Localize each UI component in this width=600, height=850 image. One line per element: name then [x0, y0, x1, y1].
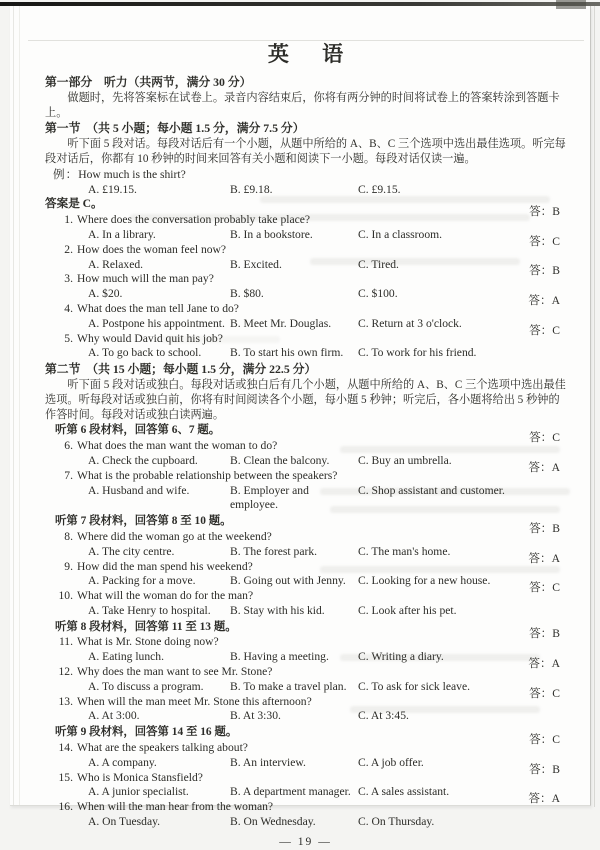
answer-badge — [529, 763, 560, 778]
section1-header: 第一节 （共 5 小题；每小题 1.5 分，满分 7.5 分） — [45, 121, 305, 136]
answer-label: 答： — [528, 551, 552, 565]
options-row — [88, 317, 566, 332]
question-number: 5. — [64, 331, 73, 345]
exam-paper-sheet — [10, 6, 591, 848]
option-c: C. A sales assistant. — [358, 785, 450, 799]
question-text: What is Mr. Stone doing now? — [77, 635, 219, 649]
question-number: 14. — [58, 741, 73, 755]
option-b: B. Clean the balcony. — [230, 453, 330, 467]
question-block — [45, 205, 566, 243]
option-c: C. To ask for sick leave. — [358, 679, 470, 693]
option-a: A. A junior specialist. — [88, 785, 189, 799]
option-c: C. Shop assistant and customer. — [358, 483, 505, 497]
options-row — [88, 346, 566, 361]
page-content — [10, 6, 590, 848]
options-row — [88, 604, 566, 619]
question-line — [53, 695, 566, 710]
options-row — [88, 709, 566, 724]
material-header: 听第 8 段材料，回答第 11 至 13 题。 — [55, 620, 237, 633]
part1-instruction: 做题时，先将答案标在试卷上。录音内容结束后，你将有两分钟的时间将试卷上的答案转涂到答题卡上。 — [45, 91, 560, 119]
listening-items — [45, 205, 566, 830]
question-text: When will the man meet Mr. Stone this afternoon? — [77, 694, 312, 708]
options-row — [88, 815, 566, 830]
question-text: What does the man want the woman to do? — [77, 439, 278, 453]
material-header: 听第 7 段材料，回答第 8 至 10 题。 — [55, 515, 232, 528]
option-a: A. The city centre. — [88, 544, 175, 558]
answer-letter: A — [551, 460, 560, 474]
question-text: What does the man tell Jane to do? — [77, 301, 239, 315]
options-row — [88, 756, 566, 771]
question-number: 10. — [58, 589, 73, 603]
question-block — [45, 627, 566, 665]
question-text: How does the woman feel now? — [77, 242, 227, 256]
answer-label: 答： — [528, 657, 552, 671]
answer-letter: C — [552, 733, 560, 747]
option-a: A. Check the cupboard. — [88, 453, 198, 467]
option-c: C. Tired. — [358, 257, 399, 271]
answer-letter: A — [551, 551, 560, 565]
options-row — [88, 484, 566, 514]
answer-label: 答： — [529, 581, 553, 595]
answer-badge — [529, 235, 560, 250]
option-a: A. Relaxed. — [88, 257, 144, 271]
example-options-row — [88, 183, 566, 198]
option-b: B. Going out with Jenny. — [230, 574, 346, 588]
options-row — [88, 785, 566, 800]
answer-label: 答： — [529, 264, 553, 278]
question-line — [53, 771, 566, 786]
question-number: 2. — [64, 242, 73, 256]
example-option-b: B. £9.18. — [230, 182, 273, 196]
question-line — [53, 530, 566, 545]
answer-letter: B — [552, 762, 560, 776]
example-question-text: How much is the shirt? — [78, 167, 186, 181]
answer-letter: A — [551, 657, 560, 671]
option-a: A. Packing for a move. — [88, 574, 196, 588]
question-text: Why does the man want to see Mr. Stone? — [77, 665, 273, 679]
options-row — [88, 228, 566, 243]
answer-badge — [528, 552, 560, 567]
option-b: B. Employer and employee. — [230, 483, 309, 512]
answer-letter: B — [552, 205, 560, 219]
section2-instruction: 听下面 5 段对话或独白。每段对话或独白后有几个小题，从题中所给的 A、B、C 三个选项中选出最佳选项。听每段对话或独白前，你将有时间阅读各个小题，每小题 5 秒钟；听完后，各小题将给出 5 秒钟的作答时间。每段对话或独白读两遍。 — [45, 378, 566, 421]
answer-label: 答： — [529, 733, 553, 747]
answer-letter: C — [552, 581, 560, 595]
answer-letter: C — [552, 686, 560, 700]
option-a: A. Take Henry to hospital. — [88, 603, 211, 617]
question-number: 16. — [58, 800, 73, 814]
options-row — [88, 680, 566, 695]
question-text: When will the man hear from the woman? — [77, 800, 274, 814]
answer-label: 答： — [529, 627, 553, 641]
question-text: What is the probable relationship between the speakers? — [77, 468, 338, 482]
options-row — [88, 454, 566, 469]
part1-header: 第一部分 听力（共两节，满分 30 分） — [45, 75, 252, 89]
option-b: B. Meet Mr. Douglas. — [230, 316, 332, 330]
answer-badge — [529, 522, 560, 537]
scan-edge-bar — [0, 2, 600, 6]
option-c: C. Return at 3 o'clock. — [358, 316, 462, 330]
answer-badge — [529, 431, 560, 446]
answer-badge — [529, 733, 560, 748]
answer-letter: C — [552, 234, 560, 248]
option-c: C. Look after his pet. — [358, 603, 457, 617]
page-number: — 19 — — [279, 834, 332, 848]
question-number: 6. — [64, 439, 73, 453]
answer-badge — [529, 264, 560, 279]
option-b: B. Excited. — [230, 257, 282, 271]
option-a: A. To discuss a program. — [88, 679, 204, 693]
option-a: A. At 3:00. — [88, 709, 140, 723]
option-a: A. A company. — [88, 755, 157, 769]
question-block — [45, 431, 566, 469]
example-option-c: C. £9.15. — [358, 182, 401, 196]
option-c: C. Buy an umbrella. — [358, 453, 452, 467]
answer-letter: C — [552, 323, 560, 337]
question-line — [53, 589, 566, 604]
option-b: B. At 3:30. — [230, 709, 281, 723]
question-text: Why would David quit his job? — [77, 331, 223, 345]
option-b: B. On Wednesday. — [230, 815, 316, 829]
option-b: B. To start his own firm. — [230, 346, 344, 360]
example-question-line — [53, 168, 566, 183]
question-line — [53, 243, 566, 258]
question-text: How much will the man pay? — [77, 272, 214, 286]
question-line — [53, 332, 566, 347]
option-c: C. A job offer. — [358, 755, 424, 769]
question-number: 4. — [64, 301, 73, 315]
question-line — [53, 800, 566, 815]
answer-letter: C — [552, 431, 560, 445]
question-line — [53, 439, 566, 454]
option-a: A. Postpone his appointment. — [88, 316, 225, 330]
scan-edge-corner — [556, 0, 586, 9]
option-a: A. Eating lunch. — [88, 650, 164, 664]
option-c: C. At 3:45. — [358, 709, 409, 723]
question-number: 9. — [64, 559, 73, 573]
option-a: A. $20. — [88, 287, 123, 301]
answer-label: 答： — [529, 234, 553, 248]
options-row — [88, 574, 566, 589]
options-row — [88, 545, 566, 560]
question-line — [53, 469, 566, 484]
question-number: 1. — [64, 213, 73, 227]
question-line — [53, 741, 566, 756]
example-answer-note: 答案是 C。 — [45, 197, 103, 211]
question-line — [53, 213, 566, 228]
option-c: C. The man's home. — [358, 544, 451, 558]
options-row — [88, 258, 566, 273]
option-b: B. Stay with his kid. — [230, 603, 325, 617]
section2-block — [45, 362, 566, 422]
question-text: Where does the conversation probably take place? — [77, 213, 311, 227]
option-b: B. In a bookstore. — [230, 227, 313, 241]
answer-letter: B — [552, 627, 560, 641]
option-c: C. Writing a diary. — [358, 650, 444, 664]
answer-label: 答： — [529, 431, 553, 445]
answer-letter: B — [552, 521, 560, 535]
question-text: Where did the woman go at the weekend? — [77, 529, 272, 543]
answer-badge — [529, 205, 560, 220]
page-title: 英 语 — [267, 42, 358, 66]
option-c: C. In a classroom. — [358, 227, 443, 241]
answer-label: 答： — [529, 521, 553, 535]
question-number: 3. — [64, 272, 73, 286]
option-b: B. To make a travel plan. — [230, 679, 347, 693]
option-c: C. Looking for a new house. — [358, 574, 491, 588]
section2-header: 第二节 （共 15 小题；每小题 1.5 分，满分 22.5 分） — [45, 362, 317, 377]
question-number: 7. — [64, 468, 73, 482]
answer-badge — [529, 324, 560, 339]
answer-label: 答： — [529, 686, 553, 700]
option-a: A. On Tuesday. — [88, 815, 161, 829]
option-c: C. On Thursday. — [358, 815, 435, 829]
example-label: 例： — [53, 167, 79, 181]
answer-badge — [528, 294, 560, 309]
question-block — [45, 733, 566, 771]
answer-badge — [529, 581, 560, 596]
options-row — [88, 650, 566, 665]
option-a: A. To go back to school. — [88, 346, 202, 360]
options-row — [88, 287, 566, 302]
option-b: B. An interview. — [230, 755, 306, 769]
question-line — [53, 635, 566, 650]
question-text: Who is Monica Stansfield? — [77, 770, 203, 784]
question-number: 13. — [58, 694, 73, 708]
answer-label: 答： — [529, 205, 553, 219]
example-option-a: A. £19.15. — [88, 182, 137, 196]
option-c: C. $100. — [358, 287, 398, 301]
question-line — [53, 560, 566, 575]
option-c: C. To work for his friend. — [358, 346, 477, 360]
underlying-page-edge — [594, 6, 595, 807]
question-number: 15. — [58, 770, 73, 784]
option-b: B. A department manager. — [230, 785, 351, 799]
option-b: B. The forest park. — [230, 544, 318, 558]
answer-badge — [528, 792, 560, 807]
question-text: What are the speakers talking about? — [77, 741, 248, 755]
material-header: 听第 9 段材料，回答第 14 至 16 题。 — [55, 726, 238, 739]
option-a: A. Husband and wife. — [88, 483, 190, 497]
answer-label: 答： — [528, 792, 552, 806]
question-number: 12. — [58, 665, 73, 679]
question-text: What will the woman do for the man? — [77, 589, 254, 603]
material-header: 听第 6 段材料，回答第 6、7 题。 — [55, 424, 221, 437]
answer-label: 答： — [528, 460, 552, 474]
answer-letter: B — [552, 264, 560, 278]
answer-badge — [528, 461, 560, 476]
option-b: B. Having a meeting. — [230, 650, 329, 664]
question-number: 8. — [64, 529, 73, 543]
question-number: 11. — [58, 635, 73, 649]
section1-instruction: 听下面 5 段对话。每段对话后有一个小题，从题中所给的 A、B、C 三个选项中选出最佳选项。听完每段对话后，你都有 10 秒钟的时间来回答有关小题和阅读下一小题。每段对话仅读一遍。 — [45, 138, 566, 165]
answer-label: 答： — [529, 323, 553, 337]
option-b: B. $80. — [230, 287, 264, 301]
question-line — [53, 302, 566, 317]
question-text: How did the man spend his weekend? — [77, 559, 253, 573]
answer-label: 答： — [528, 293, 552, 307]
option-a: A. In a library. — [88, 227, 156, 241]
question-line — [53, 665, 566, 680]
answer-label: 答： — [529, 762, 553, 776]
answer-badge — [529, 627, 560, 642]
answer-badge — [529, 687, 560, 702]
question-line — [53, 272, 566, 287]
answer-letter: A — [551, 792, 560, 806]
answer-letter: A — [551, 293, 560, 307]
answer-badge — [528, 657, 560, 672]
